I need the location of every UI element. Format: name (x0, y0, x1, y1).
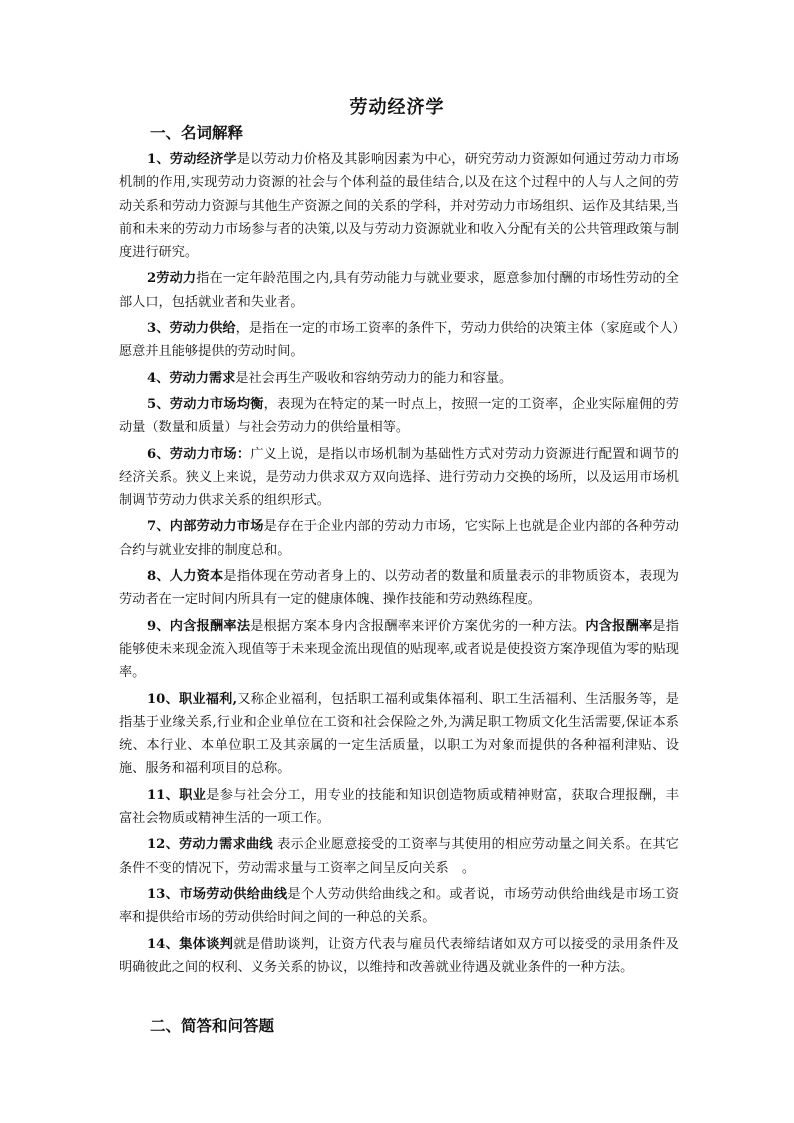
definition-entry-labor-demand-curve (119, 833, 679, 880)
definition-text-secondary: 是指能够使未来现金流入现值等于未来现金流出现值的贴现率,或者说是使投资方案净现值为零的贴现率。 (119, 618, 679, 681)
definition-term: 14、集体谈判 (147, 936, 234, 952)
definition-text: 又称企业福利，包括职工福利或集体福利、职工生活福利、生活服务等，是指基于业缘关系,行业和企业单位在工资和社会保险之外,为满足职工物质文化生活需要,保证本系统、本行业、本单位职工及其亲属的一定生活质量，以职工为对象而提供的各种福利津贴、设施、服务和福利项目的总称。 (119, 691, 679, 777)
definition-entry-occupational-welfare (119, 688, 679, 781)
definition-term: 7、内部劳动力市场 (147, 519, 264, 535)
definition-list (119, 148, 679, 982)
definition-term: 4、劳动力需求 (147, 370, 236, 386)
definition-text: 是根据方案本身内含报酬率来评价方案优劣的一种方法。 (250, 618, 586, 634)
definition-term: 6、劳动力市场： (147, 446, 251, 462)
definition-text: ，是指在一定的市场工资率的条件下，劳动力供给的决策主体（家庭或个人）愿意并且能够提供的劳动时间。 (119, 321, 679, 360)
definition-entry-labor-supply (119, 317, 679, 364)
definition-text: 表示企业愿意接受的工资率与其使用的相应劳动量之间关系。在其它条件不变的情况下，劳动需求量与工资率之间呈反向关系 。 (119, 837, 679, 876)
definition-entry-human-capital (119, 565, 679, 612)
definition-entry-market-supply-curve (119, 883, 679, 930)
definition-entry-internal-rate-of-return (119, 615, 679, 685)
definition-text: 是存在于企业内部的劳动力市场，它实际上也就是企业内部的各种劳动合约与就业安排的制度总和。 (119, 519, 679, 558)
definition-entry-market-equilibrium (119, 393, 679, 440)
definition-term: 3、劳动力供给 (147, 321, 236, 337)
section-heading-definitions: 一、名词解释 (150, 123, 244, 142)
definition-text: ，表现为在特定的某一时点上，按照一定的工资率，企业实际雇佣的劳动量（数量和质量）与社会劳动力的供给量相等。 (119, 396, 679, 436)
definition-text: 是参与社会分工，用专业的技能和知识创造物质或精神财富，获取合理报酬，丰富社会物质或精神生活的一项工作。 (119, 787, 679, 827)
definition-entry-internal-labor-market (119, 515, 679, 562)
definition-text: 是以劳动力价格及其影响因素为中心，研究劳动力资源如何通过劳动力市场机制的作用,实现劳动力资源的社会与个体利益的最佳结合,以及在这个过程中的人与人之间的劳动关系和劳动力资源与其他生产资源之间的关系的学科，并对劳动力市场组织、运作及其结果,当前和未来的劳动力市场参与者的决策,以及与劳动力资源就业和收入分配有关的公共管理政策与制度进行研究。 (119, 152, 679, 261)
definition-term: 10、职业福利, (147, 691, 238, 707)
definition-term: 8、人力资本 (147, 569, 224, 585)
definition-text: 广义上说，是指以市场机制为基础性方式对劳动力资源进行配置和调节的经济关系。狭义上来说，是劳动力供求双方双向选择、进行劳动力交换的场所，以及运用市场机制调节劳动力供求关系的组织形式。 (119, 446, 679, 509)
definition-term: 13、市场劳动供给曲线 (147, 886, 288, 902)
definition-text: 是指体现在劳动者身上的、以劳动者的数量和质量表示的非物质资本，表现为劳动者在一定时间内所具有一定的健康体魄、操作技能和劳动熟练程度。 (119, 569, 679, 608)
definition-term: 5、劳动力市场均衡 (147, 396, 264, 412)
definition-entry-labor-demand (119, 367, 679, 390)
definition-term: 12、劳动力需求曲线 (147, 837, 273, 853)
definition-term-secondary: 内含报酬率 (585, 618, 653, 634)
definition-entry-labor-force (119, 267, 679, 314)
section-heading-short-answer: 二、简答和问答题 (150, 1016, 275, 1035)
definition-term: 11、职业 (147, 787, 207, 803)
definition-entry-collective-bargaining (119, 933, 679, 980)
definition-text: 指在一定年龄范围之内,具有劳动能力与就业要求，愿意参加付酬的市场性劳动的全部人口，包括就业者和失业者。 (119, 271, 679, 310)
definition-entry-labor-market (119, 443, 679, 513)
definition-text: 是个人劳动供给曲线之和。或者说，市场劳动供给曲线是市场工资率和提供给市场的劳动供给时间之间的一种总的关系。 (119, 886, 680, 926)
definition-term: 1、劳动经济学 (147, 152, 237, 167)
document-title: 劳动经济学 (349, 97, 445, 118)
definition-term: 9、内含报酬率法 (147, 618, 251, 634)
definition-text: 是社会再生产吸收和容纳劳动力的能力和容量。 (235, 370, 513, 386)
definition-entry-occupation (119, 784, 679, 831)
definition-entry-labor-economics (119, 148, 679, 264)
definition-text: 就是借助谈判，让资方代表与雇员代表缔结诸如双方可以接受的录用条件及明确彼此之间的权利、义务关系的协议，以维持和改善就业待遇及就业条件的一种方法。 (119, 936, 679, 975)
definition-term: 2劳动力 (147, 271, 197, 287)
